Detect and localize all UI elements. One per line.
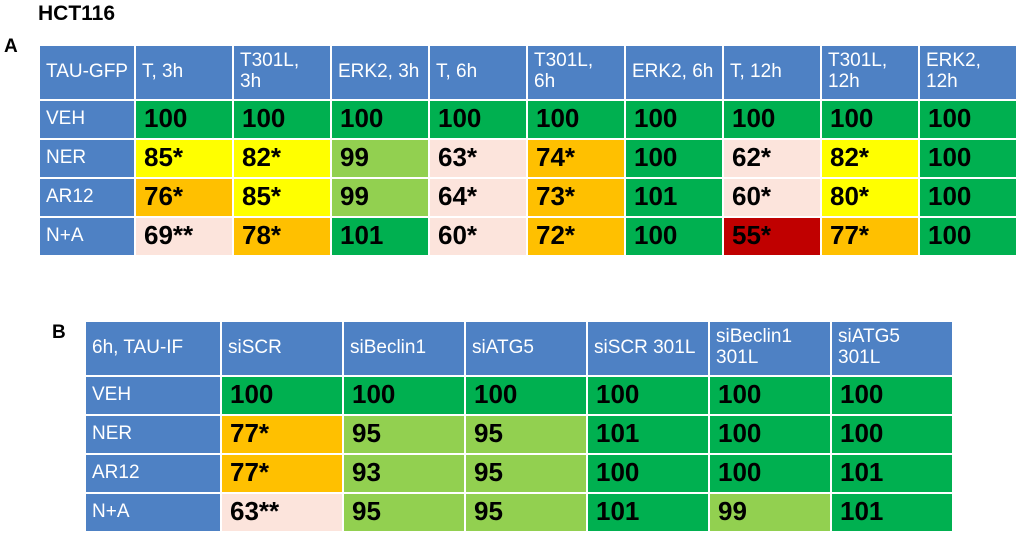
data-cell: 78*: [233, 217, 331, 256]
data-cell: 63*: [429, 139, 527, 178]
data-cell: 100: [135, 100, 233, 139]
row-header: VEH: [39, 100, 135, 139]
column-header: T, 6h: [429, 45, 527, 100]
column-header: T301L, 3h: [233, 45, 331, 100]
data-cell: 95: [343, 415, 465, 454]
data-cell: 85*: [233, 178, 331, 217]
data-cell: 95: [465, 454, 587, 493]
data-cell: 101: [831, 493, 953, 532]
data-cell: 101: [831, 454, 953, 493]
row-header: N+A: [39, 217, 135, 256]
data-cell: 100: [919, 217, 1017, 256]
table-row: [39, 139, 1017, 178]
data-cell: 100: [233, 100, 331, 139]
column-header: TAU-GFP: [39, 45, 135, 100]
data-cell: 62*: [723, 139, 821, 178]
data-cell: 74*: [527, 139, 625, 178]
data-cell: 100: [709, 415, 831, 454]
column-header: T, 3h: [135, 45, 233, 100]
row-header: NER: [85, 415, 221, 454]
data-cell: 77*: [221, 454, 343, 493]
data-cell: 100: [587, 376, 709, 415]
data-cell: 101: [331, 217, 429, 256]
data-cell: 101: [587, 493, 709, 532]
panel-b-label: B: [52, 322, 66, 343]
data-cell: 100: [587, 454, 709, 493]
data-cell: 99: [709, 493, 831, 532]
row-header: N+A: [85, 493, 221, 532]
data-cell: 85*: [135, 139, 233, 178]
table-header-row: [85, 321, 953, 376]
data-cell: 55*: [723, 217, 821, 256]
column-header: siSCR: [221, 321, 343, 376]
data-cell: 82*: [821, 139, 919, 178]
data-cell: 72*: [527, 217, 625, 256]
data-cell: 100: [723, 100, 821, 139]
column-header: siBeclin1: [343, 321, 465, 376]
data-cell: 100: [919, 178, 1017, 217]
data-cell: 101: [587, 415, 709, 454]
data-cell: 95: [465, 415, 587, 454]
data-cell: 69**: [135, 217, 233, 256]
row-header: AR12: [39, 178, 135, 217]
data-cell: 100: [221, 376, 343, 415]
column-header: T301L, 12h: [821, 45, 919, 100]
data-cell: 76*: [135, 178, 233, 217]
data-cell: 60*: [723, 178, 821, 217]
data-cell: 100: [625, 139, 723, 178]
data-cell: 100: [527, 100, 625, 139]
table-row: [85, 454, 953, 493]
data-cell: 100: [919, 100, 1017, 139]
table-row: [85, 376, 953, 415]
data-cell: 99: [331, 139, 429, 178]
column-header: siATG5 301L: [831, 321, 953, 376]
data-cell: 82*: [233, 139, 331, 178]
table-row: [39, 100, 1017, 139]
table-row: [85, 493, 953, 532]
column-header: T301L, 6h: [527, 45, 625, 100]
data-cell: 77*: [821, 217, 919, 256]
row-header: AR12: [85, 454, 221, 493]
data-cell: 60*: [429, 217, 527, 256]
data-cell: 100: [709, 454, 831, 493]
panel-a-table: [38, 44, 1018, 257]
data-cell: 100: [465, 376, 587, 415]
data-cell: 101: [625, 178, 723, 217]
table-row: [39, 217, 1017, 256]
column-header: ERK2, 6h: [625, 45, 723, 100]
column-header: siSCR 301L: [587, 321, 709, 376]
data-cell: 93: [343, 454, 465, 493]
data-cell: 80*: [821, 178, 919, 217]
data-cell: 100: [343, 376, 465, 415]
data-cell: 95: [465, 493, 587, 532]
page-title: HCT116: [38, 2, 116, 25]
data-cell: 77*: [221, 415, 343, 454]
data-cell: 100: [625, 100, 723, 139]
table-header-row: [39, 45, 1017, 100]
data-cell: 100: [709, 376, 831, 415]
data-cell: 99: [331, 178, 429, 217]
data-cell: 100: [919, 139, 1017, 178]
column-header: T, 12h: [723, 45, 821, 100]
data-cell: 63**: [221, 493, 343, 532]
row-header: NER: [39, 139, 135, 178]
data-cell: 100: [821, 100, 919, 139]
data-cell: 100: [831, 415, 953, 454]
data-cell: 100: [831, 376, 953, 415]
column-header: ERK2, 3h: [331, 45, 429, 100]
row-header: VEH: [85, 376, 221, 415]
data-cell: 100: [331, 100, 429, 139]
column-header: 6h, TAU-IF: [85, 321, 221, 376]
panel-b-table: [84, 320, 954, 533]
data-cell: 64*: [429, 178, 527, 217]
data-cell: 100: [625, 217, 723, 256]
column-header: siBeclin1 301L: [709, 321, 831, 376]
table-row: [39, 178, 1017, 217]
table-row: [85, 415, 953, 454]
column-header: siATG5: [465, 321, 587, 376]
data-cell: 73*: [527, 178, 625, 217]
data-cell: 95: [343, 493, 465, 532]
panel-a-label: A: [4, 36, 18, 57]
column-header: ERK2, 12h: [919, 45, 1017, 100]
data-cell: 100: [429, 100, 527, 139]
